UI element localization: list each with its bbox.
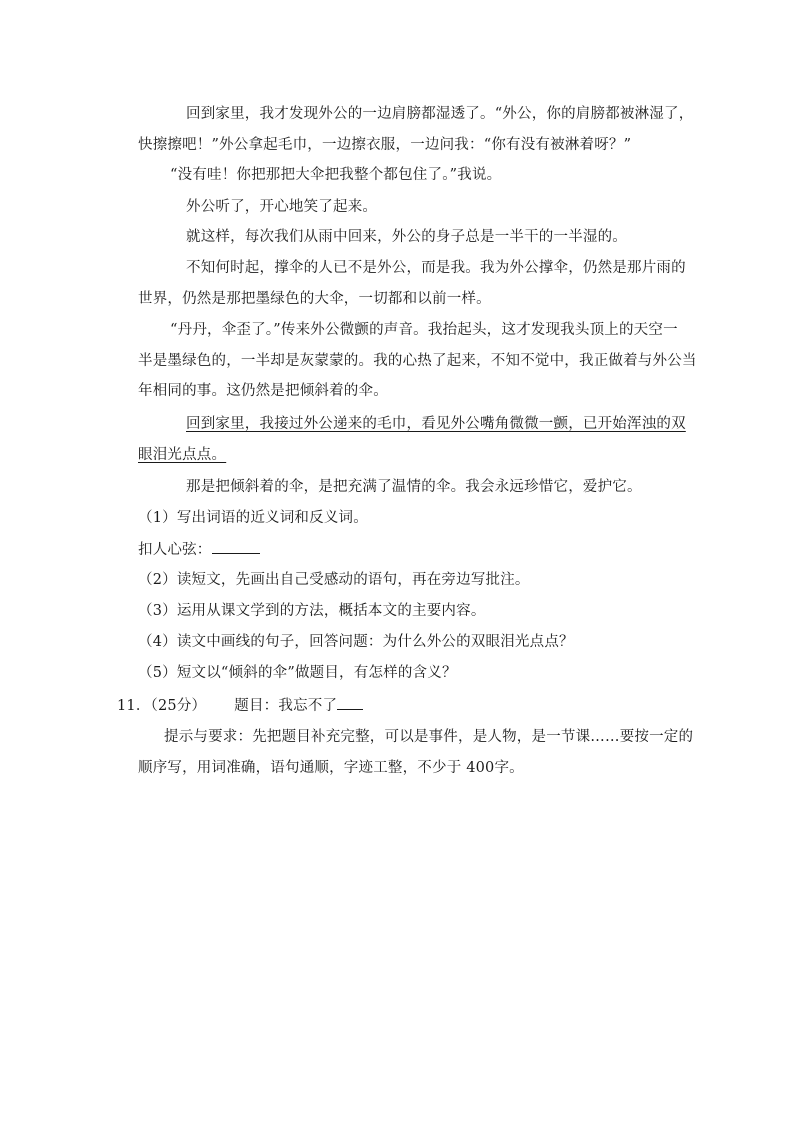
passage-line-8: “丹丹，伞歪了。”传来外公微颤的声音。我抬起头，这才发现我头顶上的天空一	[170, 322, 678, 338]
essay-title: 题目：我忘不了	[234, 698, 338, 714]
underlined-sentence-line-1: 回到家里，我接过外公递来的毛巾，看见外公嘴角微微一颤，已开始浑浊的双	[186, 416, 686, 432]
question-2: （2）读短文，先画出自己受感动的语句，再在旁边写批注。	[138, 572, 530, 588]
question-1: （1）写出词语的近义词和反义词。	[138, 510, 368, 526]
passage-line-6: 不知何时起，撑伞的人已不是外公，而是我。我为外公撑伞，仍然是那片雨的	[186, 260, 686, 276]
passage-line-13: 那是把倾斜着的伞，是把充满了温情的伞。我会永远珍惜它，爱护它。	[186, 479, 642, 495]
essay-number-score: 11．（25分）	[117, 698, 207, 714]
passage-line-5: 就这样，每次我们从雨中回来，外公的身子总是一半干的一半湿的。	[186, 229, 627, 245]
passage-line-7: 世界，仍然是那把墨绿色的大伞，一切都和以前一样。	[138, 291, 491, 307]
passage-line-3: “没有哇！你把那把大伞把我整个都包住了。”我说。	[170, 167, 502, 183]
question-1-word: 扣人心弦：	[138, 542, 212, 558]
passage-line-9: 半是墨绿色的，一半却是灰蒙蒙的。我的心热了起来，不知不觉中，我正做着与外公当	[138, 353, 697, 369]
underlined-sentence-line-2: 眼泪光点点。	[138, 447, 227, 463]
question-1-answer-row	[138, 539, 260, 560]
title-blank[interactable]	[337, 695, 363, 710]
passage-line-10: 年相同的事。这仍然是把倾斜着的伞。	[138, 383, 388, 399]
question-4: （4）读文中画线的句子，回答问题：为什么外公的双眼泪光点点？	[138, 634, 574, 650]
essay-hint-line-2: 顺序写，用词准确，语句通顺，字迹工整，不少于 400字。	[138, 760, 524, 776]
essay-hint-line-1: 提示与要求：先把题目补充完整，可以是事件，是人物，是一节课……要按一定的	[164, 729, 694, 745]
passage-line-4: 外公听了，开心地笑了起来。	[186, 199, 378, 215]
question-5: （5）短文以“倾斜的伞”做题目，有怎样的含义？	[138, 665, 457, 681]
essay-question-header	[117, 695, 363, 716]
question-3: （3）运用从课文学到的方法，概括本文的主要内容。	[138, 603, 486, 619]
passage-line-1: 回到家里，我才发现外公的一边肩膀都湿透了。“外公，你的肩膀都被淋湿了，	[186, 106, 694, 122]
answer-blank[interactable]	[212, 539, 260, 554]
passage-line-2: 快擦擦吧！”外公拿起毛巾，一边擦衣服，一边问我：“你有没有被淋着呀？”	[138, 137, 632, 153]
